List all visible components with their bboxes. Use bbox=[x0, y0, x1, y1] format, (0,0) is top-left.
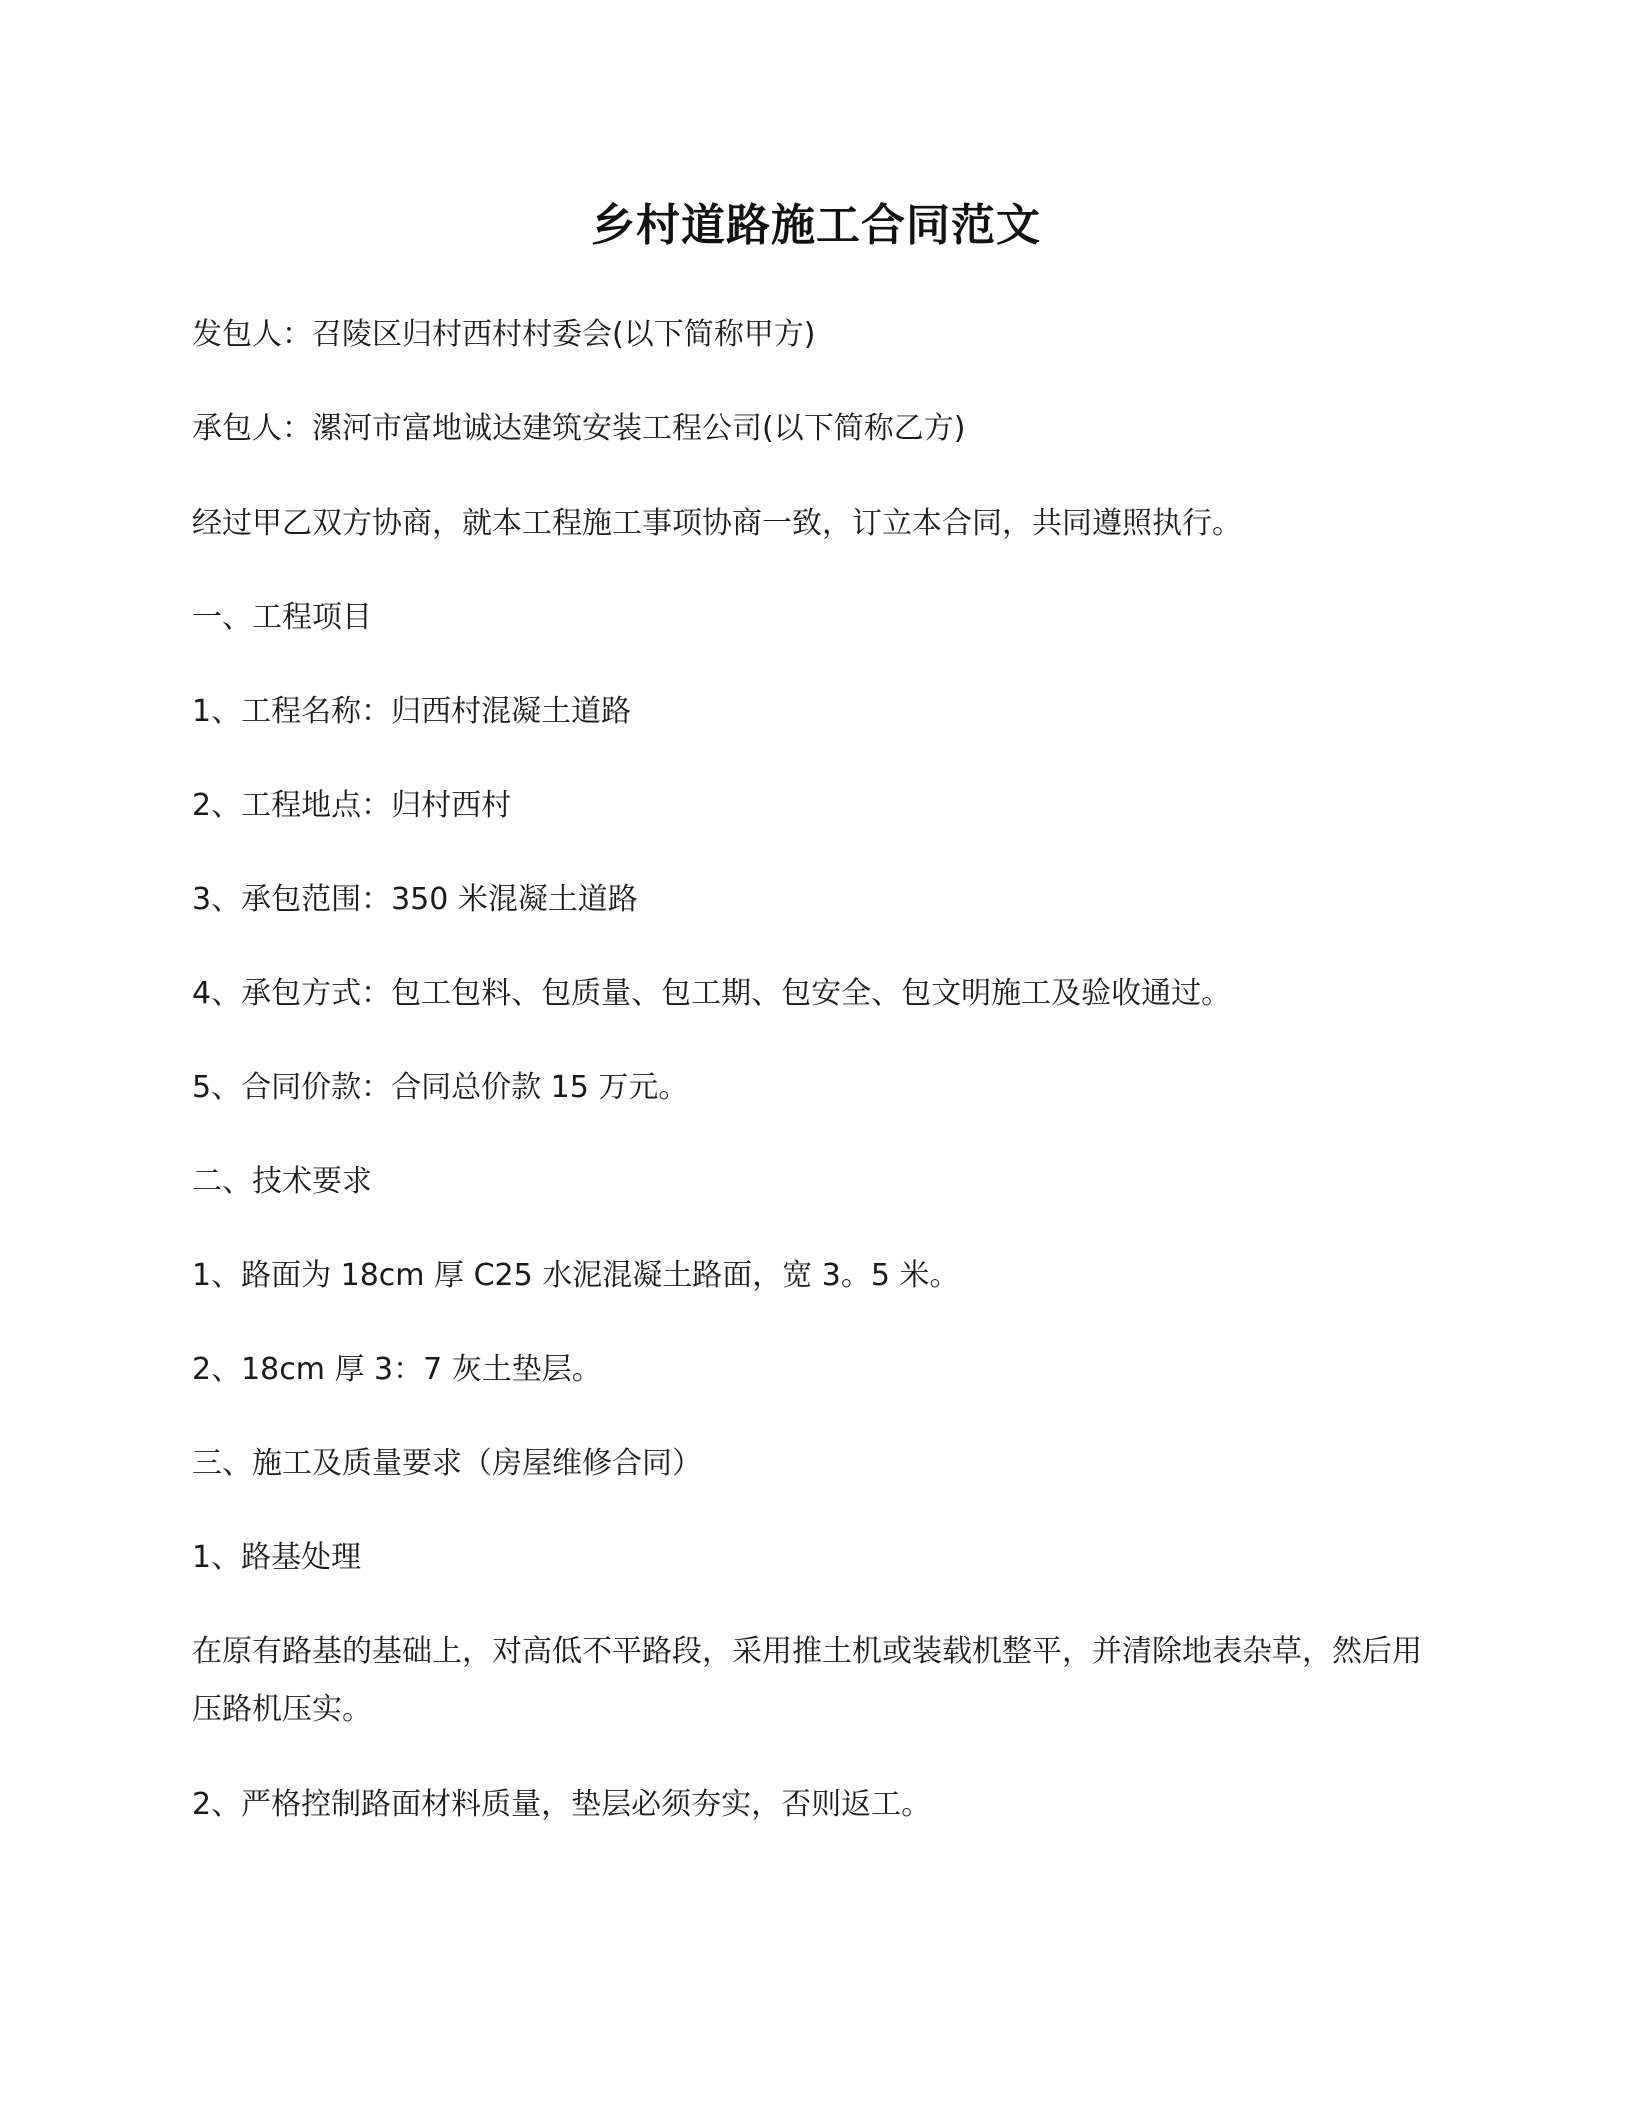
section-heading-technical: 二、技术要求 bbox=[192, 1164, 372, 1199]
subgrade-paragraph: 在原有路基的基础上，对高低不平路段，采用推土机或装载机整平，并清除地表杂草，然后用压路机压实。 bbox=[192, 1634, 1422, 1727]
section-heading-construction: 三、施工及质量要求（房屋维修合同） bbox=[192, 1446, 702, 1481]
intro-paragraph: 经过甲乙双方协商，就本工程施工事项协商一致，订立本合同，共同遵照执行。 bbox=[192, 506, 1242, 541]
technical-item-cushion: 2、18cm 厚 3：7 灰土垫层。 bbox=[192, 1352, 602, 1387]
document-title: 乡村道路施工合同范文 bbox=[591, 200, 1041, 251]
party-b-line: 承包人：漯河市富地诚达建筑安装工程公司(以下简称乙方) bbox=[192, 411, 966, 446]
technical-item-surface: 1、路面为 18cm 厚 C25 水泥混凝土路面，宽 3。5 米。 bbox=[192, 1258, 960, 1293]
project-item-method: 4、承包方式：包工包料、包质量、包工期、包安全、包文明施工及验收通过。 bbox=[192, 976, 1232, 1011]
construction-item-subgrade: 1、路基处理 bbox=[192, 1540, 362, 1575]
project-item-price: 5、合同价款：合同总价款 15 万元。 bbox=[192, 1070, 689, 1105]
project-item-scope: 3、承包范围：350 米混凝土道路 bbox=[192, 882, 638, 917]
project-item-name: 1、工程名称：归西村混凝土道路 bbox=[192, 694, 632, 729]
party-a-line: 发包人：召陵区归村西村村委会(以下简称甲方) bbox=[192, 317, 816, 352]
construction-item-material: 2、严格控制路面材料质量，垫层必须夯实，否则返工。 bbox=[192, 1787, 932, 1822]
project-item-location: 2、工程地点：归村西村 bbox=[192, 788, 512, 823]
section-heading-project: 一、工程项目 bbox=[192, 600, 372, 635]
